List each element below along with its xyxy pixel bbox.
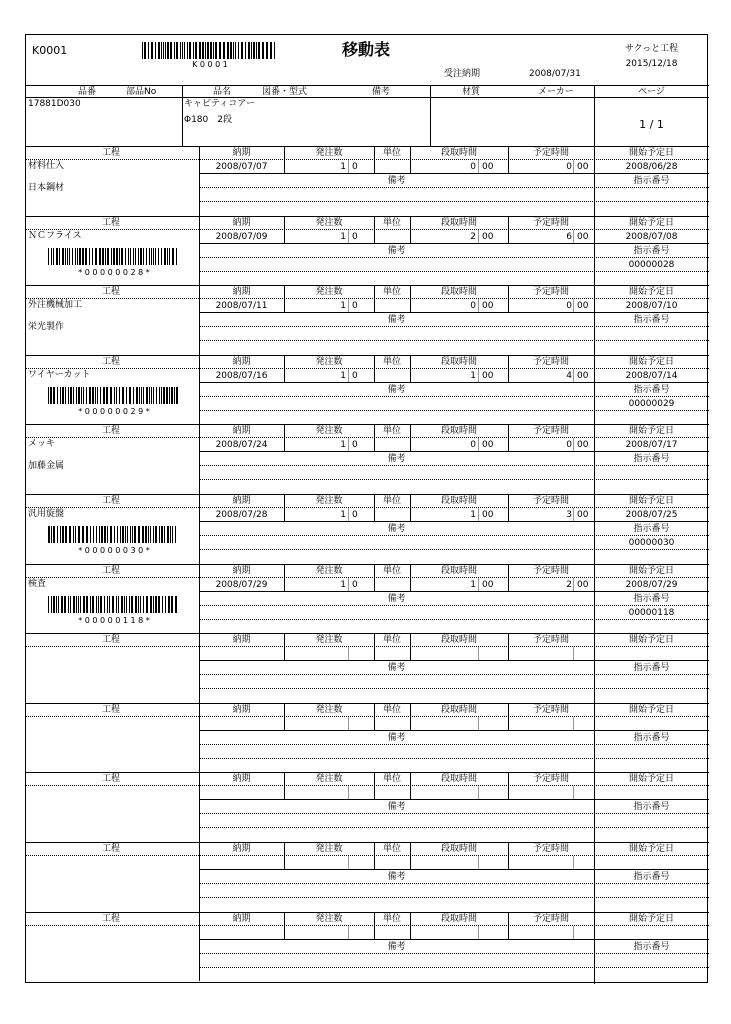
plan-hours: 0 xyxy=(566,301,572,312)
page-title: 移動表 xyxy=(341,40,390,59)
process-header-label: 工程 xyxy=(101,844,120,854)
qty-dec: 0 xyxy=(352,370,358,381)
process-header-label: 工程 xyxy=(101,774,120,785)
instruction-label: 指示番号 xyxy=(633,454,670,465)
start-header-label: 開始予定日 xyxy=(628,496,674,506)
setup-hours: 1 xyxy=(470,370,476,381)
setup-hours: 0 xyxy=(470,301,476,312)
remarks-label: 備考 xyxy=(387,245,406,256)
due-header-label: 納期 xyxy=(232,844,251,854)
doc-barcode-text: K 0 0 0 1 xyxy=(192,60,228,69)
setup-header-label: 段取時間 xyxy=(440,496,477,506)
qty-header-label: 発注数 xyxy=(315,287,343,298)
process-subcontractor: 加藤金属 xyxy=(28,461,65,472)
setup-header-label: 段取時間 xyxy=(440,635,477,646)
unit-header-label: 単位 xyxy=(382,217,401,228)
plan-minutes: 00 xyxy=(577,440,589,451)
qty-header-label: 発注数 xyxy=(315,844,343,854)
col-part-no: 品番 xyxy=(78,87,97,97)
process-header-label: 工程 xyxy=(101,426,120,437)
plan-header-label: 予定時間 xyxy=(532,844,569,854)
qty-dec: 0 xyxy=(352,301,358,312)
doc-number: K0001 xyxy=(32,44,68,57)
plan-minutes: 00 xyxy=(577,579,589,590)
qty-dec: 0 xyxy=(352,579,358,590)
instruction-label: 指示番号 xyxy=(633,176,670,186)
qty-header-label: 発注数 xyxy=(315,217,343,228)
qty-dec: 0 xyxy=(352,231,358,242)
setup-header-label: 段取時間 xyxy=(440,565,477,576)
plan-hours: 6 xyxy=(566,231,572,242)
plan-minutes: 00 xyxy=(577,370,589,381)
process-barcode xyxy=(48,387,180,404)
doc-barcode xyxy=(142,42,278,59)
order-due-label: 受注納期 xyxy=(444,69,481,79)
process-name: 外注機械加工 xyxy=(28,300,83,311)
company-name: サクっと工程 xyxy=(624,44,679,54)
due-date: 2008/07/24 xyxy=(215,440,268,451)
remarks-label: 備考 xyxy=(387,872,406,882)
qty-header-label: 発注数 xyxy=(315,426,343,437)
plan-header-label: 予定時間 xyxy=(532,426,569,437)
unit-header-label: 単位 xyxy=(382,287,401,298)
instruction-number: 00000029 xyxy=(628,398,675,409)
process-header-label: 工程 xyxy=(101,287,120,298)
process-name: ＮＣフライス xyxy=(28,230,82,241)
qty-header-label: 発注数 xyxy=(315,148,343,158)
unit-header-label: 単位 xyxy=(382,356,401,367)
plan-hours: 0 xyxy=(566,440,572,451)
process-block xyxy=(26,564,709,634)
qty-dec: 0 xyxy=(352,162,358,172)
start-date: 2008/07/17 xyxy=(625,440,678,451)
process-block xyxy=(26,355,709,425)
qty-int: 1 xyxy=(340,231,346,242)
qty-dec: 0 xyxy=(352,510,358,520)
process-header-label: 工程 xyxy=(101,148,120,158)
plan-minutes: 00 xyxy=(577,510,589,520)
remarks-label: 備考 xyxy=(387,941,406,952)
setup-header-label: 段取時間 xyxy=(440,774,477,785)
process-block xyxy=(26,494,709,564)
instruction-label: 指示番号 xyxy=(633,663,670,674)
start-date: 2008/07/29 xyxy=(625,579,678,590)
due-header-label: 納期 xyxy=(232,287,251,298)
process-barcode xyxy=(48,596,180,613)
process-subcontractor: 日本鋼材 xyxy=(28,183,65,193)
start-header-label: 開始予定日 xyxy=(628,844,674,854)
setup-header-label: 段取時間 xyxy=(440,356,477,367)
due-header-label: 納期 xyxy=(232,565,251,576)
plan-header-label: 予定時間 xyxy=(532,287,569,298)
process-header-label: 工程 xyxy=(101,356,120,367)
instruction-label: 指示番号 xyxy=(633,384,670,395)
unit-header-label: 単位 xyxy=(382,844,401,854)
process-barcode xyxy=(48,248,180,265)
start-header-label: 開始予定日 xyxy=(628,565,674,576)
process-block xyxy=(26,146,709,216)
qty-int: 1 xyxy=(340,510,346,520)
instruction-number: 00000028 xyxy=(628,259,675,270)
plan-header-label: 予定時間 xyxy=(532,635,569,646)
instruction-label: 指示番号 xyxy=(633,315,670,326)
start-header-label: 開始予定日 xyxy=(628,635,674,646)
start-header-label: 開始予定日 xyxy=(628,356,674,367)
start-date: 2008/06/28 xyxy=(625,162,678,172)
remarks-label: 備考 xyxy=(387,524,406,534)
process-name: ワイヤーカット xyxy=(28,369,91,380)
remarks-label: 備考 xyxy=(387,454,406,465)
setup-hours: 0 xyxy=(470,162,476,172)
plan-hours: 0 xyxy=(566,162,572,172)
print-date: 2015/12/18 xyxy=(625,59,678,69)
qty-int: 1 xyxy=(340,440,346,451)
process-header-label: 工程 xyxy=(101,635,120,646)
process-header-label: 工程 xyxy=(101,217,120,228)
plan-hours: 2 xyxy=(566,579,572,590)
start-date: 2008/07/08 xyxy=(625,231,678,242)
process-header-label: 工程 xyxy=(101,913,120,924)
process-name: メッキ xyxy=(28,439,56,450)
movement-sheet xyxy=(25,34,708,983)
start-header-label: 開始予定日 xyxy=(628,287,674,298)
plan-minutes: 00 xyxy=(577,301,589,312)
remarks-label: 備考 xyxy=(387,315,406,326)
part-name-line1: キャビティコアー xyxy=(184,99,256,109)
setup-header-label: 段取時間 xyxy=(440,217,477,228)
qty-header-label: 発注数 xyxy=(315,635,343,646)
qty-int: 1 xyxy=(340,370,346,381)
remarks-label: 備考 xyxy=(387,176,406,186)
qty-header-label: 発注数 xyxy=(315,774,343,785)
setup-hours: 2 xyxy=(470,231,476,242)
setup-minutes: 00 xyxy=(482,162,494,172)
process-name: 検査 xyxy=(28,578,47,589)
part-name-line2: Φ180 2段 xyxy=(184,115,232,125)
setup-minutes: 00 xyxy=(482,231,494,242)
instruction-label: 指示番号 xyxy=(633,593,670,604)
part-number: 17881D030 xyxy=(28,99,81,109)
qty-int: 1 xyxy=(340,301,346,312)
plan-hours: 4 xyxy=(566,370,572,381)
unit-header-label: 単位 xyxy=(382,565,401,576)
start-header-label: 開始予定日 xyxy=(628,774,674,785)
setup-minutes: 00 xyxy=(482,440,494,451)
plan-hours: 3 xyxy=(566,510,572,520)
instruction-label: 指示番号 xyxy=(633,732,670,743)
col-maker: メーカー xyxy=(538,87,574,97)
due-header-label: 納期 xyxy=(232,356,251,367)
start-header-label: 開始予定日 xyxy=(628,217,674,228)
qty-header-label: 発注数 xyxy=(315,704,343,715)
instruction-label: 指示番号 xyxy=(633,802,670,813)
due-header-label: 納期 xyxy=(232,774,251,785)
process-barcode-text: * 0 0 0 0 0 0 3 0 * xyxy=(78,546,150,555)
qty-int: 1 xyxy=(340,579,346,590)
process-header-label: 工程 xyxy=(101,565,120,576)
unit-header-label: 単位 xyxy=(382,704,401,715)
process-header-label: 工程 xyxy=(101,704,120,715)
remarks-label: 備考 xyxy=(387,663,406,674)
plan-header-label: 予定時間 xyxy=(532,356,569,367)
plan-header-label: 予定時間 xyxy=(532,913,569,924)
due-header-label: 納期 xyxy=(232,913,251,924)
due-header-label: 納期 xyxy=(232,426,251,437)
setup-header-label: 段取時間 xyxy=(440,913,477,924)
qty-dec: 0 xyxy=(352,440,358,451)
col-material: 材質 xyxy=(462,87,481,97)
due-header-label: 納期 xyxy=(232,496,251,506)
col-note: 備考 xyxy=(372,87,391,97)
due-date: 2008/07/11 xyxy=(215,301,268,312)
unit-header-label: 単位 xyxy=(382,774,401,785)
setup-hours: 1 xyxy=(470,579,476,590)
setup-minutes: 00 xyxy=(482,510,494,520)
process-barcode xyxy=(48,526,180,543)
due-date: 2008/07/29 xyxy=(215,579,268,590)
due-header-label: 納期 xyxy=(232,635,251,646)
start-header-label: 開始予定日 xyxy=(628,148,674,158)
plan-header-label: 予定時間 xyxy=(532,565,569,576)
plan-header-label: 予定時間 xyxy=(532,774,569,785)
setup-header-label: 段取時間 xyxy=(440,426,477,437)
process-block xyxy=(26,633,709,703)
process-block xyxy=(26,285,709,355)
instruction-label: 指示番号 xyxy=(633,941,670,952)
start-header-label: 開始予定日 xyxy=(628,913,674,924)
due-date: 2008/07/28 xyxy=(215,510,268,520)
col-name: 品名 xyxy=(213,87,232,97)
col-sub-no: 部品No xyxy=(126,87,157,97)
col-drawing: 図番・型式 xyxy=(262,87,308,97)
instruction-label: 指示番号 xyxy=(633,872,670,882)
process-barcode-text: * 0 0 0 0 0 1 1 8 * xyxy=(78,615,150,625)
qty-int: 1 xyxy=(340,162,346,172)
qty-header-label: 発注数 xyxy=(315,565,343,576)
process-block xyxy=(26,772,709,842)
unit-header-label: 単位 xyxy=(382,496,401,506)
unit-header-label: 単位 xyxy=(382,635,401,646)
process-block xyxy=(26,216,709,286)
qty-header-label: 発注数 xyxy=(315,496,343,506)
plan-minutes: 00 xyxy=(577,231,589,242)
setup-hours: 1 xyxy=(470,510,476,520)
remarks-label: 備考 xyxy=(387,732,406,743)
process-barcode-text: * 0 0 0 0 0 0 2 8 * xyxy=(78,267,150,277)
process-subcontractor: 栄光製作 xyxy=(28,322,65,333)
process-block xyxy=(26,912,709,982)
remarks-label: 備考 xyxy=(387,802,406,813)
instruction-label: 指示番号 xyxy=(633,245,670,256)
plan-header-label: 予定時間 xyxy=(532,704,569,715)
setup-header-label: 段取時間 xyxy=(440,148,477,158)
order-due-value: 2008/07/31 xyxy=(529,69,581,79)
plan-header-label: 予定時間 xyxy=(532,496,569,506)
instruction-number: 00000118 xyxy=(628,607,675,618)
process-name: 材料仕入 xyxy=(28,161,65,171)
qty-header-label: 発注数 xyxy=(315,913,343,924)
process-block xyxy=(26,424,709,494)
page-number: 1 / 1 xyxy=(639,118,664,131)
due-header-label: 納期 xyxy=(232,148,251,158)
setup-header-label: 段取時間 xyxy=(440,844,477,854)
unit-header-label: 単位 xyxy=(382,148,401,158)
process-block xyxy=(26,842,709,912)
process-barcode-text: * 0 0 0 0 0 0 2 9 * xyxy=(78,406,150,416)
setup-hours: 0 xyxy=(470,440,476,451)
process-name: 汎用旋盤 xyxy=(28,509,65,519)
due-header-label: 納期 xyxy=(232,704,251,715)
setup-header-label: 段取時間 xyxy=(440,704,477,715)
due-date: 2008/07/09 xyxy=(215,231,268,242)
setup-minutes: 00 xyxy=(482,370,494,381)
plan-header-label: 予定時間 xyxy=(532,217,569,228)
start-header-label: 開始予定日 xyxy=(628,426,674,437)
setup-minutes: 00 xyxy=(482,579,494,590)
qty-header-label: 発注数 xyxy=(315,356,343,367)
start-date: 2008/07/25 xyxy=(625,510,678,520)
process-header-label: 工程 xyxy=(101,496,120,506)
process-block xyxy=(26,703,709,773)
start-date: 2008/07/14 xyxy=(625,370,678,381)
start-header-label: 開始予定日 xyxy=(628,704,674,715)
remarks-label: 備考 xyxy=(387,384,406,395)
setup-minutes: 00 xyxy=(482,301,494,312)
instruction-label: 指示番号 xyxy=(633,524,670,534)
unit-header-label: 単位 xyxy=(382,426,401,437)
start-date: 2008/07/10 xyxy=(625,301,678,312)
unit-header-label: 単位 xyxy=(382,913,401,924)
setup-header-label: 段取時間 xyxy=(440,287,477,298)
plan-minutes: 00 xyxy=(577,162,589,172)
due-header-label: 納期 xyxy=(232,217,251,228)
col-page: ページ xyxy=(638,87,665,97)
due-date: 2008/07/16 xyxy=(215,370,268,381)
plan-header-label: 予定時間 xyxy=(532,148,569,158)
instruction-number: 00000030 xyxy=(628,538,675,548)
due-date: 2008/07/07 xyxy=(215,162,268,172)
remarks-label: 備考 xyxy=(387,593,406,604)
